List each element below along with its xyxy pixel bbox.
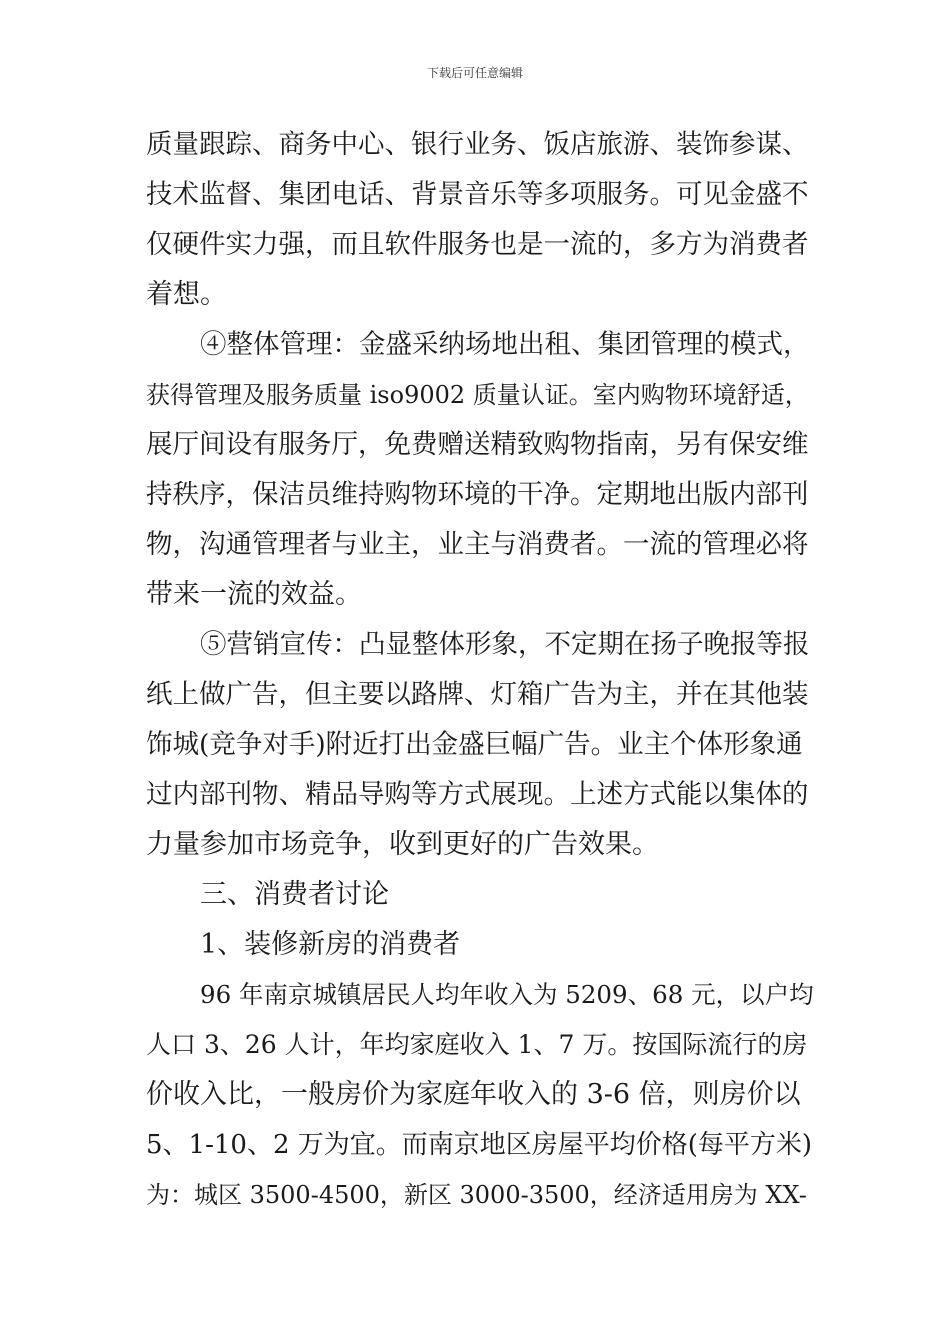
text-line: 三、消费者讨论 [200,879,389,910]
text-line: 5、1-10、2 万为宜。而南京地区房屋平均价格(每平方米) [146,1130,813,1160]
text-line: 带来一流的效益。 [146,579,362,610]
text-line: 技术监督、集团电话、背景音乐等多项服务。可见金盛不 [146,179,809,210]
text-line: 持秩序，保洁员维持购物环境的干净。定期地出版内部刊 [146,479,809,510]
text-line: 纸上做广告，但主要以路牌、灯箱广告为主，并在其他装 [146,679,809,710]
text-line: 饰城(竞争对手)附近打出金盛巨幅广告。业主个体形象通 [146,729,803,760]
text-line: 质量跟踪、商务中心、银行业务、饭店旅游、装饰参谋、 [146,129,809,160]
text-line: ④整体管理：金盛采纳场地出租、集团管理的模式， [200,329,810,360]
text-line: 为：城区 3500-4500，新区 3000-3500，经济适用房为 XX- [146,1181,807,1209]
text-line: 96 年南京城镇居民人均年收入为 5209、68 元，以户均 [200,980,814,1009]
text-line: 获得管理及服务质量 iso9002 质量认证。室内购物环境舒适， [146,381,809,409]
text-line: 价收入比，一般房价为家庭年收入的 3-6 倍，则房价以 [146,1079,801,1110]
page-header: 下载后可任意编辑 [426,66,523,80]
text-line: 物，沟通管理者与业主，业主与消费者。一流的管理必将 [146,529,809,560]
text-line: 人口 3、26 人计，年均家庭收入 1、7 万。按国际流行的房 [146,1030,808,1059]
text-line: ⑤营销宣传：凸显整体形象，不定期在扬子晚报等报 [200,629,810,660]
text-line: 仅硬件实力强，而且软件服务也是一流的，多方为消费者 [146,229,809,260]
text-line: 展厅间设有服务厅，免费赠送精致购物指南，另有保安维 [146,429,809,460]
text-line: 力量参加市场竞争，收到更好的广告效果。 [146,829,659,860]
document-body [146,120,814,1220]
text-line: 着想。 [146,279,227,310]
text-line: 过内部刊物、精品导购等方式展现。上述方式能以集体的 [146,779,809,810]
text-line: 1、装修新房的消费者 [200,929,461,960]
